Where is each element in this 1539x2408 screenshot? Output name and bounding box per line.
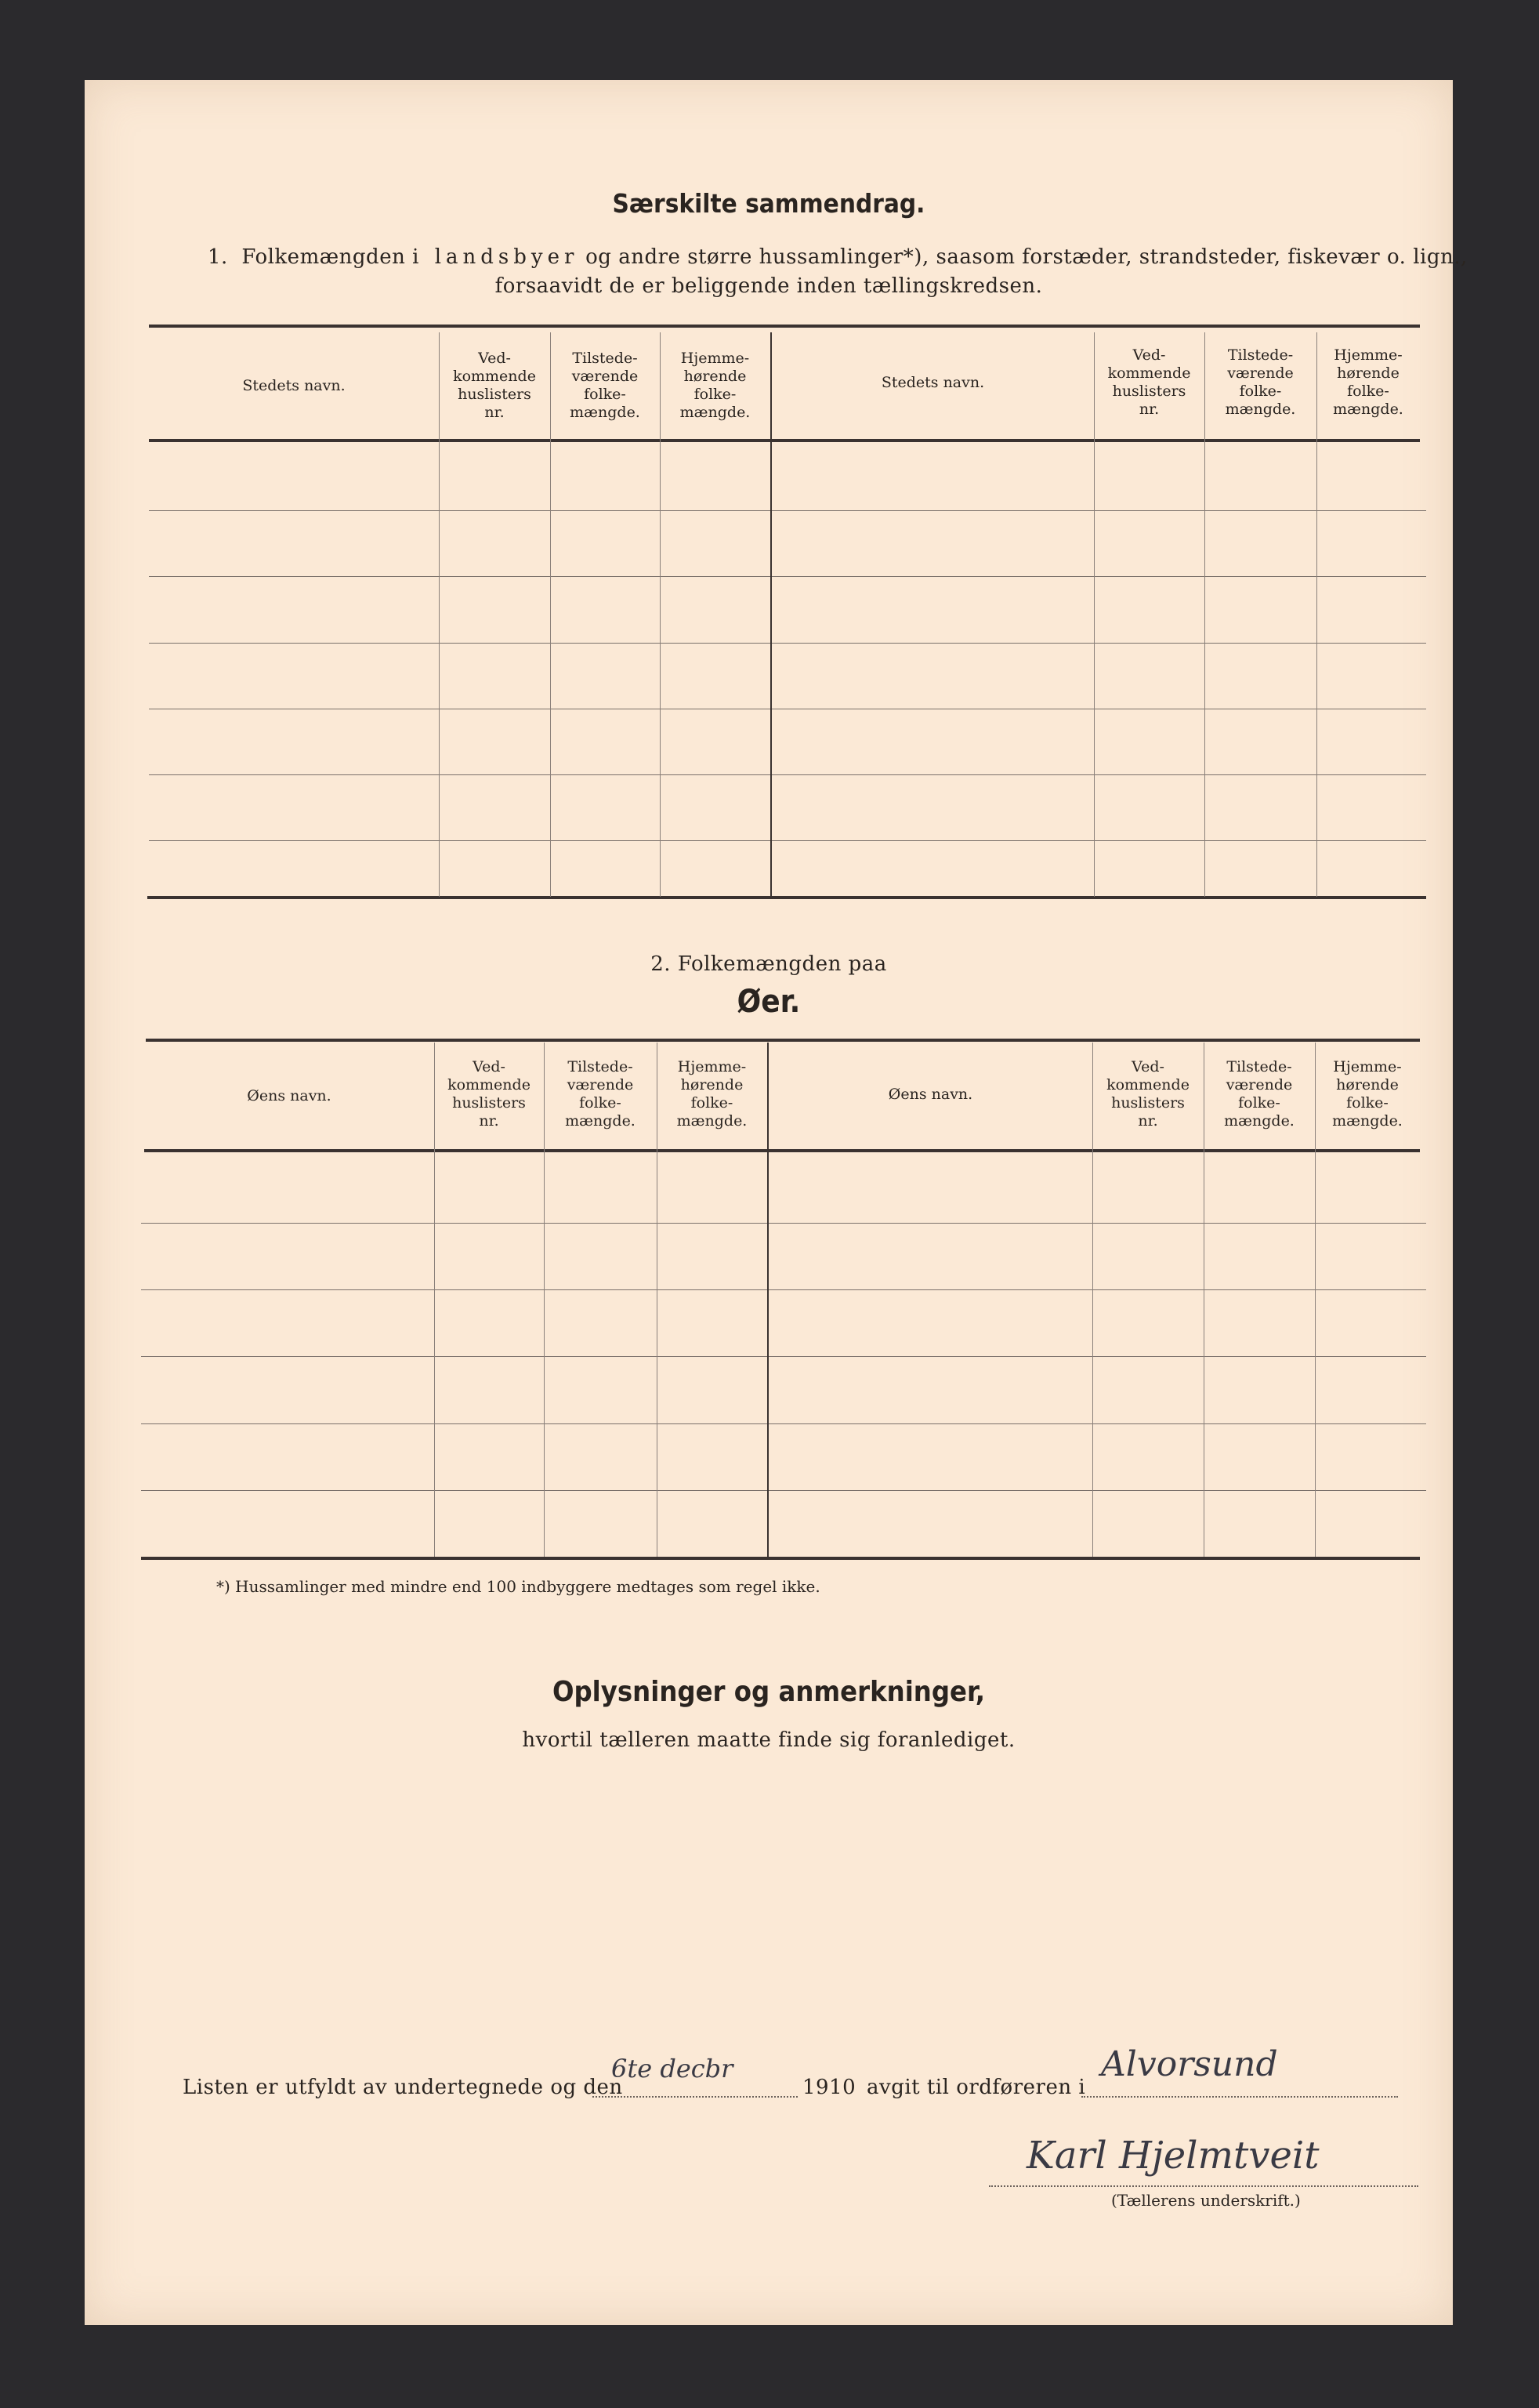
- table2-header-island: Øens navn.: [247, 1087, 331, 1104]
- section1-text-b: i landsbyer: [412, 245, 579, 269]
- signature-year: 1910: [802, 2076, 856, 2099]
- handwritten-date: 6te decbr: [611, 2054, 733, 2083]
- table2-header-rule: [144, 1149, 1420, 1152]
- page-title: Særskilte sammendrag.: [612, 188, 925, 219]
- table2-row-line: [141, 1423, 1426, 1424]
- signature-prefix: Listen er utfyldt av undertegnede og den: [183, 2076, 623, 2099]
- date-dotted-line: [592, 2096, 798, 2098]
- table1-bottom-rule: [147, 896, 1426, 899]
- table2-header-resident-right: Hjemme- hørende folke- mængde.: [1332, 1058, 1403, 1130]
- signature-dotted-line: [989, 2185, 1418, 2187]
- section1-intro-line1: [208, 245, 1468, 269]
- footnote: *) Hussamlinger med mindre end 100 indbyggere medtages som regel ikke.: [216, 1577, 820, 1596]
- section1-text-c: og andre større hussamlinger*), saasom forstæder, strandsteder, fiskevær o. lign.,: [585, 245, 1468, 269]
- table2-center-divider: [767, 1043, 769, 1557]
- table1-header-houselist-right: Ved- kommende huslisters nr.: [1107, 346, 1191, 418]
- table2-header-present-right: Tilstede- værende folke- mængde.: [1224, 1058, 1295, 1130]
- table2-bottom-rule: [141, 1557, 1420, 1560]
- signature-caption: (Tællerens underskrift.): [1111, 2191, 1301, 2210]
- section2-subheading: Øer.: [737, 984, 801, 1020]
- remarks-subtitle: hvortil tælleren maatte finde sig foranlediget.: [522, 1728, 1016, 1752]
- table1-row-line: [149, 774, 1426, 775]
- table2-header-houselist: Ved- kommende huslisters nr.: [447, 1058, 531, 1130]
- table1-row-line: [149, 510, 1426, 511]
- handwritten-place: Alvorsund: [1101, 2044, 1278, 2084]
- table1-header-present: Tilstede- værende folke- mængde.: [570, 350, 640, 421]
- table1-header-place: Stedets navn.: [242, 377, 346, 394]
- section2-heading: 2. Folkemængden paa: [650, 952, 887, 976]
- section1-text-a: Folkemængden: [241, 245, 406, 269]
- table1-header-resident: Hjemme- hørende folke- mængde.: [679, 350, 751, 421]
- table2-header-island-right: Øens navn.: [888, 1086, 973, 1103]
- table1-header-rule: [149, 439, 1420, 442]
- table2-header-houselist-right: Ved- kommende huslisters nr.: [1106, 1058, 1190, 1130]
- table2-header-resident: Hjemme- hørende folke- mængde.: [676, 1058, 748, 1130]
- section1-number: 1.: [208, 245, 228, 269]
- table2-row-line: [141, 1289, 1426, 1290]
- remarks-title: Oplysninger og anmerkninger,: [552, 1676, 986, 1708]
- table1-row-line: [149, 643, 1426, 644]
- table2-top-rule: [146, 1039, 1420, 1042]
- place-dotted-line: [1081, 2096, 1398, 2098]
- table1-row-line: [149, 840, 1426, 841]
- handwritten-signature: Karl Hjelmtveit: [1027, 2134, 1320, 2178]
- table1-center-divider: [770, 332, 772, 897]
- table1-header-place-right: Stedets navn.: [881, 374, 985, 391]
- table1-top-rule: [149, 325, 1420, 328]
- signature-middle: avgit til ordføreren i: [867, 2076, 1086, 2099]
- table1-header-present-right: Tilstede- værende folke- mængde.: [1225, 346, 1296, 418]
- table1-header-resident-right: Hjemme- hørende folke- mængde.: [1333, 346, 1403, 418]
- section1-intro-line2: forsaavidt de er beliggende inden tællingskredsen.: [494, 274, 1043, 298]
- table1-header-houselist: Ved- kommende huslisters nr.: [453, 350, 536, 421]
- table2-header-present: Tilstede- værende folke- mængde.: [565, 1058, 636, 1130]
- table1-row-line: [149, 576, 1426, 577]
- table2-row-line: [141, 1223, 1426, 1224]
- table2-row-line: [141, 1356, 1426, 1357]
- table2-row-line: [141, 1490, 1426, 1491]
